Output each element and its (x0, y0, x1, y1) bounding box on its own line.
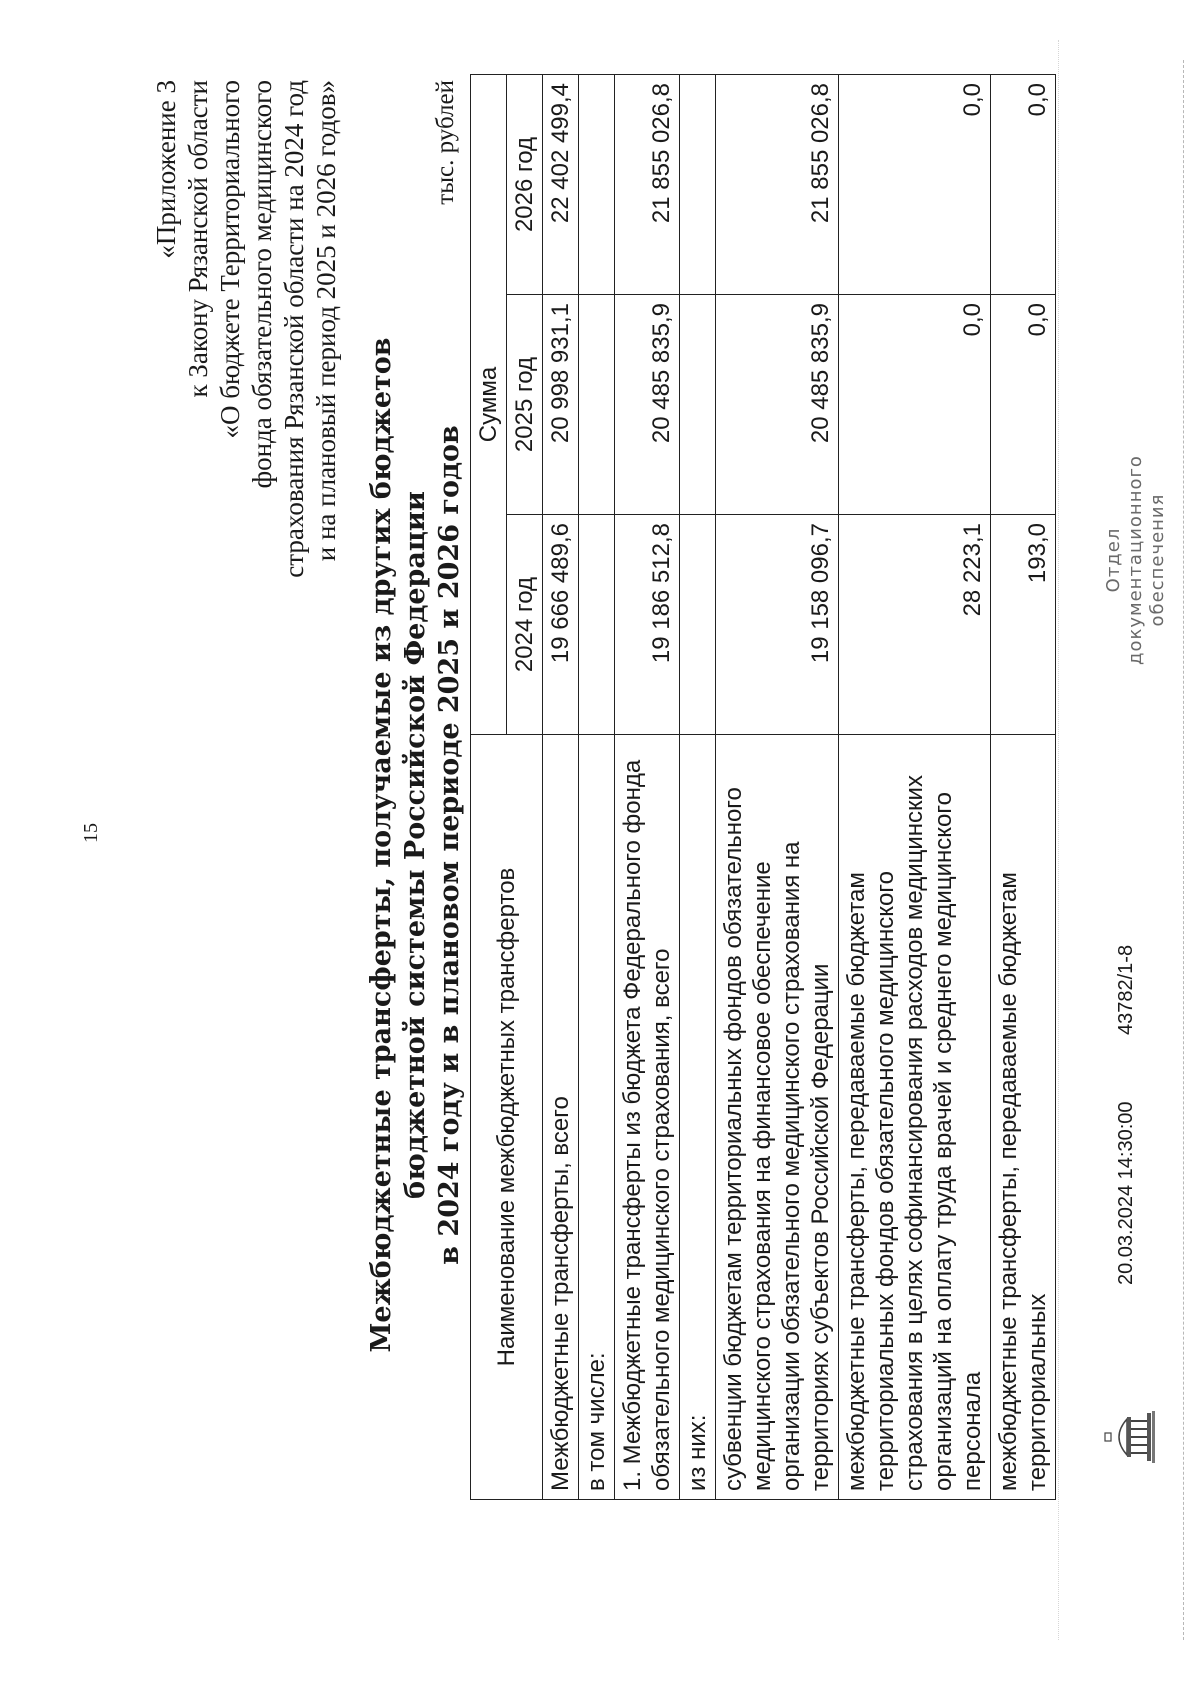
row-name: Межбюджетные трансферты, всего (543, 735, 579, 1500)
appendix-line: «О бюджете Территориального (215, 80, 245, 439)
row-name: в том числе: (579, 735, 615, 1500)
footer-department-stamp (1103, 425, 1169, 695)
units-label: тыс. рублей (432, 80, 459, 205)
footer-dept-line: Отдел документационного (1103, 455, 1146, 665)
row-value-2025: 0,0 (839, 295, 991, 515)
appendix-line: и на плановый период 2025 и 2026 годов» (311, 80, 341, 562)
row-value-2024: 19 186 512,8 (615, 515, 680, 735)
table-row (615, 74, 680, 1499)
row-value-2026 (680, 74, 716, 294)
row-value-2026: 0,0 (991, 74, 1056, 294)
table-row (543, 74, 579, 1499)
row-name: из них: (680, 735, 716, 1500)
row-value-2026: 21 855 026,8 (716, 74, 839, 294)
row-value-2025: 20 485 835,9 (716, 295, 839, 515)
row-value-2025: 20 485 835,9 (615, 295, 680, 515)
row-value-2025 (579, 295, 615, 515)
row-value-2024 (680, 515, 716, 735)
row-value-2024: 28 223,1 (839, 515, 991, 735)
footer-dept-line: обеспечения (1147, 493, 1168, 627)
appendix-heading (150, 80, 342, 980)
row-value-2026: 0,0 (839, 74, 991, 294)
row-value-2025: 0,0 (991, 295, 1056, 515)
page-number: 15 (80, 823, 102, 843)
row-name: межбюджетные трансферты, передаваемые бюджетам территориальных (991, 735, 1056, 1500)
row-value-2026 (579, 74, 615, 294)
appendix-line: «Приложение 3 (151, 80, 181, 259)
row-value-2024: 19 666 489,6 (543, 515, 579, 735)
row-value-2024 (579, 515, 615, 735)
table-row (991, 74, 1056, 1499)
header-year-2024: 2024 год (507, 515, 543, 735)
row-value-2024: 19 158 096,7 (716, 515, 839, 735)
table-header-row (471, 74, 507, 1499)
title-line-2: в 2024 году и в плановом периоде 2025 и 2026 годов (434, 425, 465, 1265)
row-value-2026: 21 855 026,8 (615, 74, 680, 294)
row-name: субвенции бюджетам территориальных фондов обязательного медицинского страхования на финансовое обеспечение организации обязательного медицинского страхования на территориях субъектов Российской Федерации (716, 735, 839, 1500)
header-sum-cell: Сумма (471, 74, 507, 734)
table-row (579, 74, 615, 1499)
parliament-emblem-icon (1103, 1409, 1159, 1465)
appendix-line: фонда обязательного медицинского (247, 80, 277, 489)
footer-date: 20.03.2024 14:30:00 (1115, 1101, 1137, 1285)
row-value-2025: 20 998 931,1 (543, 295, 579, 515)
header-year-2026: 2026 год (507, 74, 543, 294)
appendix-line: страхования Рязанской области на 2024 год (279, 80, 309, 578)
row-name: межбюджетные трансферты, передаваемые бюджетам территориальных фондов обязательного медицинского страхования в целях софинансирования расходов медицинских организаций на оплату труда врачей и среднего медицинского персонала (839, 735, 991, 1500)
transfers-table (470, 74, 1056, 1500)
document-title (365, 275, 467, 1415)
row-name: 1. Межбюджетные трансферты из бюджета Федерального фонда обязательного медицинского страхования, всего (615, 735, 680, 1500)
row-value-2025 (680, 295, 716, 515)
row-value-2026: 22 402 499,4 (543, 74, 579, 294)
document-footer (1095, 105, 1175, 1505)
footer-document-code: 43782/1-8 (1115, 944, 1137, 1035)
header-year-2025: 2025 год (507, 295, 543, 515)
table-row (680, 74, 716, 1499)
table-row (716, 74, 839, 1499)
header-name-cell: Наименование межбюджетных трансфертов (471, 735, 543, 1500)
appendix-line: к Закону Рязанской области (183, 80, 213, 398)
title-line-1: Межбюджетные трансферты, получаемые из других бюджетов бюджетной системы Российской Федерации (366, 337, 431, 1353)
table-row (839, 74, 991, 1499)
row-value-2024: 193,0 (991, 515, 1056, 735)
